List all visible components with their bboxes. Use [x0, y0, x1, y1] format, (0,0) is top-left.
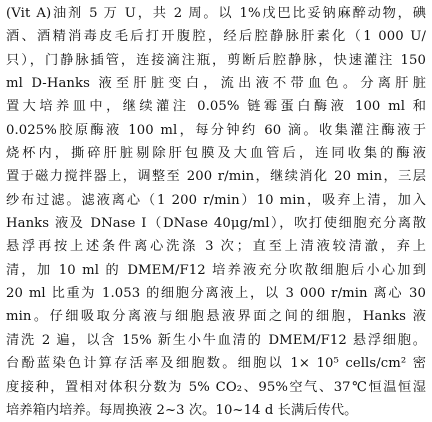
text-line: (Vit A)油剂 5 万 U，共 2 周。以 1%戊巴比妥钠麻醉动物，碘	[6, 6, 426, 21]
text-line: Hanks 液及 DNase Ⅰ（DNase 40μg/ml），吹打使细胞充分离散	[6, 216, 426, 232]
text-line: 置大培养皿中，继续灌注 0.05% 链霉蛋白酶液 100 ml 和	[6, 99, 426, 115]
text-line: 台酚蓝染色计算存活率及细胞数。细胞以 1× 10⁵ cells/cm² 密	[6, 356, 426, 372]
text-line: 只），门静脉插管，连接滴注瓶，剪断后腔静脉，快速灌注 150	[6, 52, 426, 68]
text-line: 清洗 2 遍，以含 15% 新生小牛血清的 DMEM/F12 悬浮细胞。	[6, 332, 426, 348]
text-line: 纱布过滤。滤液离心（1 200 r/min）10 min，吸弃上清，加入	[6, 192, 426, 208]
text-line: 酒、酒精消毒皮毛后打开腹腔，经后腔静脉肝素化（1 000 U/	[6, 29, 426, 45]
text-line: 置于磁力搅拌器上，调整至 200 r/min，继续消化 20 min，三层	[6, 169, 426, 185]
text-line: 培养箱内培养。每周换液 2~3 次。10~14 d 长满后传代。	[6, 402, 358, 418]
text-line: 20 ml 比重为 1.053 的细胞分离液上，以 3 000 r/min 离心 30	[6, 286, 426, 302]
text-line: 0.025%胶原酶液 100 ml，每分钟约 60 滴。收集灌注酶液于	[6, 122, 426, 138]
text-line: 度接种，置相对体积分数为 5% CO₂、95%空气、37℃恒温恒湿	[6, 379, 426, 395]
text-line: 清，加 10 ml 的 DMEM/F12 培养液充分吹散细胞后小心加到	[6, 262, 426, 278]
text-line: min。仔细吸取分离液与细胞悬液界面之间的细胞，Hanks 液	[6, 309, 426, 325]
text-line: 烧杯内，撕碎肝脏剔除肝包膜及大血管后，连同收集的酶液	[6, 146, 426, 162]
text-line: ml D-Hanks 液至肝脏变白，流出液不带血色。分离肝脏	[6, 76, 426, 92]
text-line: 悬浮再按上述条件离心洗涤 3 次；直至上清液较清澈，弃上	[6, 239, 426, 255]
